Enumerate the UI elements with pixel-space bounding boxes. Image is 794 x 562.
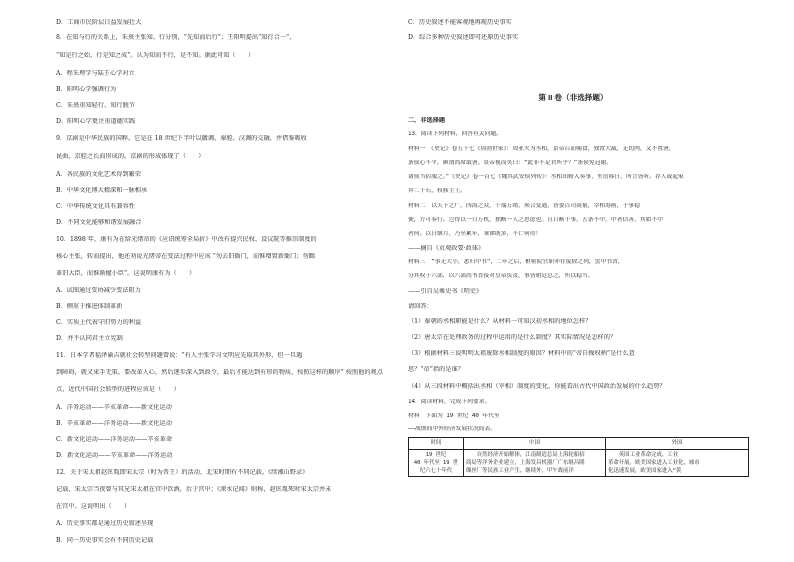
q13-stem: 13．阅读下列材料，回答有关问题。	[408, 131, 502, 137]
q10-stem: 核心主张，转而提出，他还劝说光绪帝在变法过程中应该 “勿去旧衙门，而惟增置新衙门；勿黜	[56, 253, 315, 260]
q13-subquestion-2: （2）唐太宗在处理政务的过程中运用的是什么制度？其实际情况是怎样的？	[408, 334, 617, 341]
q12-option-a: A．历史事实都是通过历史叙述呈现	[56, 520, 154, 527]
table-cell-china	[464, 450, 606, 477]
table-header-china: 中国	[464, 438, 606, 450]
q13-subquestion-4: （4）从三段材料中概括出丞相（宰相）制度的变化，你能看出古代中国政治发展的什么趋势？	[408, 383, 666, 390]
q8-option-d: D．阳明心学更注重道德实践	[56, 118, 136, 125]
q12-option-c: C．历史叙述不能客观地再现历史事实	[408, 19, 512, 26]
table-cell-foreign	[606, 450, 749, 477]
q12-option-b: B．同一历史事实会有不同历史记载	[56, 537, 154, 544]
section-title: 第 II 卷（非选择题）	[538, 93, 608, 102]
q14-stem: 14．阅读材料，完成下列要求。	[408, 399, 491, 405]
cell-line: 化迅速发展，欧美国家进入“黄	[608, 468, 682, 475]
q8-option-a: A．程朱理学与陆王心学对立	[56, 70, 135, 77]
q13-prompt: 请回答：	[408, 303, 433, 310]
table-header-row	[409, 438, 749, 450]
q13-subquestion-3: 思？“帝”指的是谁？	[408, 366, 464, 373]
q9-option-b: B．中华文化博大精深和一脉相承	[56, 187, 148, 194]
q9-option-c: C．中华传统文化具有兼容性	[56, 203, 135, 210]
q13-material-1: 诸侯当宿服之。”《史记》卷一百七《魏其武安侯列传》：丞相田蚡入奏事，坐语移日，所言皆听。荐人或起家	[408, 174, 684, 180]
table-header-foreign: 外国	[606, 438, 749, 450]
q9-stem: 9．京剧是中华民族的国粹。它是在 18 世纪下半叶以徽调、秦腔、汉调的交融，并借鉴吸收	[56, 135, 307, 142]
table-cell-time	[409, 450, 464, 477]
q10-option-c: C．实质上代表守旧势力的利益	[56, 319, 142, 326]
q8-option-b: B．阳明心学强调行为	[56, 86, 117, 93]
q11-option-a: A．洋务运动——辛亥革命——新文化运动	[56, 404, 172, 411]
q11-option-b: B．辛亥革命——洋务运动——新文化运动	[56, 420, 172, 427]
q13-material-2: 者何。以日继月，乃至累年，乖谬既多，不亡何待！	[408, 231, 542, 237]
q13-material-2: 材料二 以天下之广，四海之众，千端万绪，须合变通，皆委百司商量，宰相筹画，于事稳	[408, 203, 640, 209]
cell-line: 40 年代至 19 世	[413, 460, 459, 467]
q13-source-2: ——摘自《贞观政要·政体》	[408, 245, 485, 252]
q13-material-1: 材料一 《史记》卷五十七《周勃世家》：周亚夫为丞相，景帝召而赐食，独置大胾，无切肉，又不置箸，	[408, 146, 675, 152]
q13-material-2: 便，方可奏行。岂得以一日万机，独断一人之思虑也。且日断十事，五条不中，中者信善，其如不中	[408, 217, 664, 223]
q12-stem: 12．关于宋太祖赵匡胤即宋太宗（时为晋王）的活动，北宋时期有不同记载。《续湘山野录》	[56, 469, 309, 476]
section-subheading: 二、非选择题	[408, 117, 446, 124]
q13-subquestion-1: （1）秦朝的丞相职能是什么？从材料一可知汉初丞相的地位怎样？	[408, 318, 592, 325]
q8-stem: 8．在知与行的关系上，朱熹主张知、行分别，“先知而后行”；王阳明提出“知行合一”，	[56, 34, 296, 41]
q10-option-b: B．侧重于推进体制革新	[56, 303, 123, 310]
q11-option-c: C．新文化运动——洋务运动——辛亥革命	[56, 436, 173, 443]
q11-stem: 点，近代中国社会转型的进程应该是（ ）	[56, 386, 180, 393]
table-header-time: 时间	[409, 438, 464, 450]
q10-option-a: A．试图通过妥协减少变法阻力	[56, 287, 141, 294]
q8-option-c: C．朱熹重知轻行、知行脱节	[56, 102, 135, 109]
q13-material-1: 条侯心不平，顾谓尚席取箸。景帝视而笑曰：“此非不足君所乎？”条侯免冠谢。	[408, 160, 613, 166]
q14-material: ——战期间中外经济发展状况简表。	[408, 426, 497, 432]
cell-line: 自然经济开始解体，江南制造总局上海轮船招	[466, 452, 585, 458]
cell-line: 英国工业革命完成，工业	[608, 452, 679, 458]
q9-stem: 昆曲、京腔之长而形成的。京剧的形成体现了（ ）	[56, 153, 205, 160]
table-row	[409, 450, 749, 477]
q13-material-3: 分其权于六部，以六部尚书直接对皇帝负责，事皆朝廷总之，所以稳当。	[408, 273, 594, 279]
q11-stem: 到障碍，就又束手无策，要改革人心，然后逐步深入到政令，最后才能达到有形的物质，按照这样的顺序” 按照他的观点	[56, 369, 383, 376]
q14-material: 材料 下面为 19 世纪 40 年代至	[408, 413, 500, 419]
cell-line: 19 世纪	[425, 452, 447, 458]
q13-material-1: 拜二千石，权移主上。	[408, 188, 466, 194]
q9-option-a: A．各民族的文化艺术得到繁荣	[56, 171, 141, 178]
q11-option-d: D．新文化运动——辛亥革命——洋务运动	[56, 452, 173, 459]
q13-material-3: 材料三 “事无大小，悉归中书”，二年之后，枢密院官职亦在废除之列，罢中书省，	[408, 259, 624, 265]
economy-comparison-table	[408, 437, 749, 477]
q7-option-d: D．工商市民阶层日益发展壮大	[56, 19, 142, 26]
q12-stem: 在宫中。这说明出（ ）	[56, 503, 131, 510]
q10-option-d: D．并不认同君主立宪制	[56, 335, 123, 342]
q10-stem: 10．1898 年，康有为在给光绪帝的《应诏统筹全局折》中改有提兴民权、设议院等推崇制度的	[56, 236, 317, 243]
q11-stem: 11．日本学者福泽谕吉就社会转型问题曾说：“有人主张学习文明应先取其外形，但一旦遇	[56, 352, 303, 359]
cell-line: 商局等洋务企业建立，上海发昌机器厂广东继昌隆	[466, 460, 585, 467]
cell-line: 革命开展，欧美国家进入工业化，城市	[608, 460, 700, 467]
q13-source-3: ——引自吴乘史书《明史》	[408, 288, 483, 295]
cell-line: 缫丝厂等民族工业产生，继续外，甲午战前洋	[466, 468, 574, 475]
q12-stem: 记载，宋太宗当夜曾与其兄宋太祖在宫中饮酒，后于宫中；《涑水记闻》则称，赵匡胤死时宋太宗并未	[56, 486, 332, 493]
q10-stem: 革旧大臣，而惟渐擢小臣”。这说明康有为（ ）	[56, 270, 196, 277]
q8-stem: “知是行之始，行是知之成”。认为知而不行，是不知。据此可知（ ）	[56, 52, 255, 59]
q9-option-d: D．不同文化能够和谐发展融合	[56, 219, 142, 226]
cell-line: 纪六七十年代	[419, 468, 453, 475]
q12-option-d: D．综合多种历史叙述即可还原历史事实	[408, 34, 519, 41]
q13-subquestion-3: （3）根据材料三说明明太祖废除丞相制度的原因？材料中的“帝自操权柄”是什么意	[408, 350, 635, 357]
